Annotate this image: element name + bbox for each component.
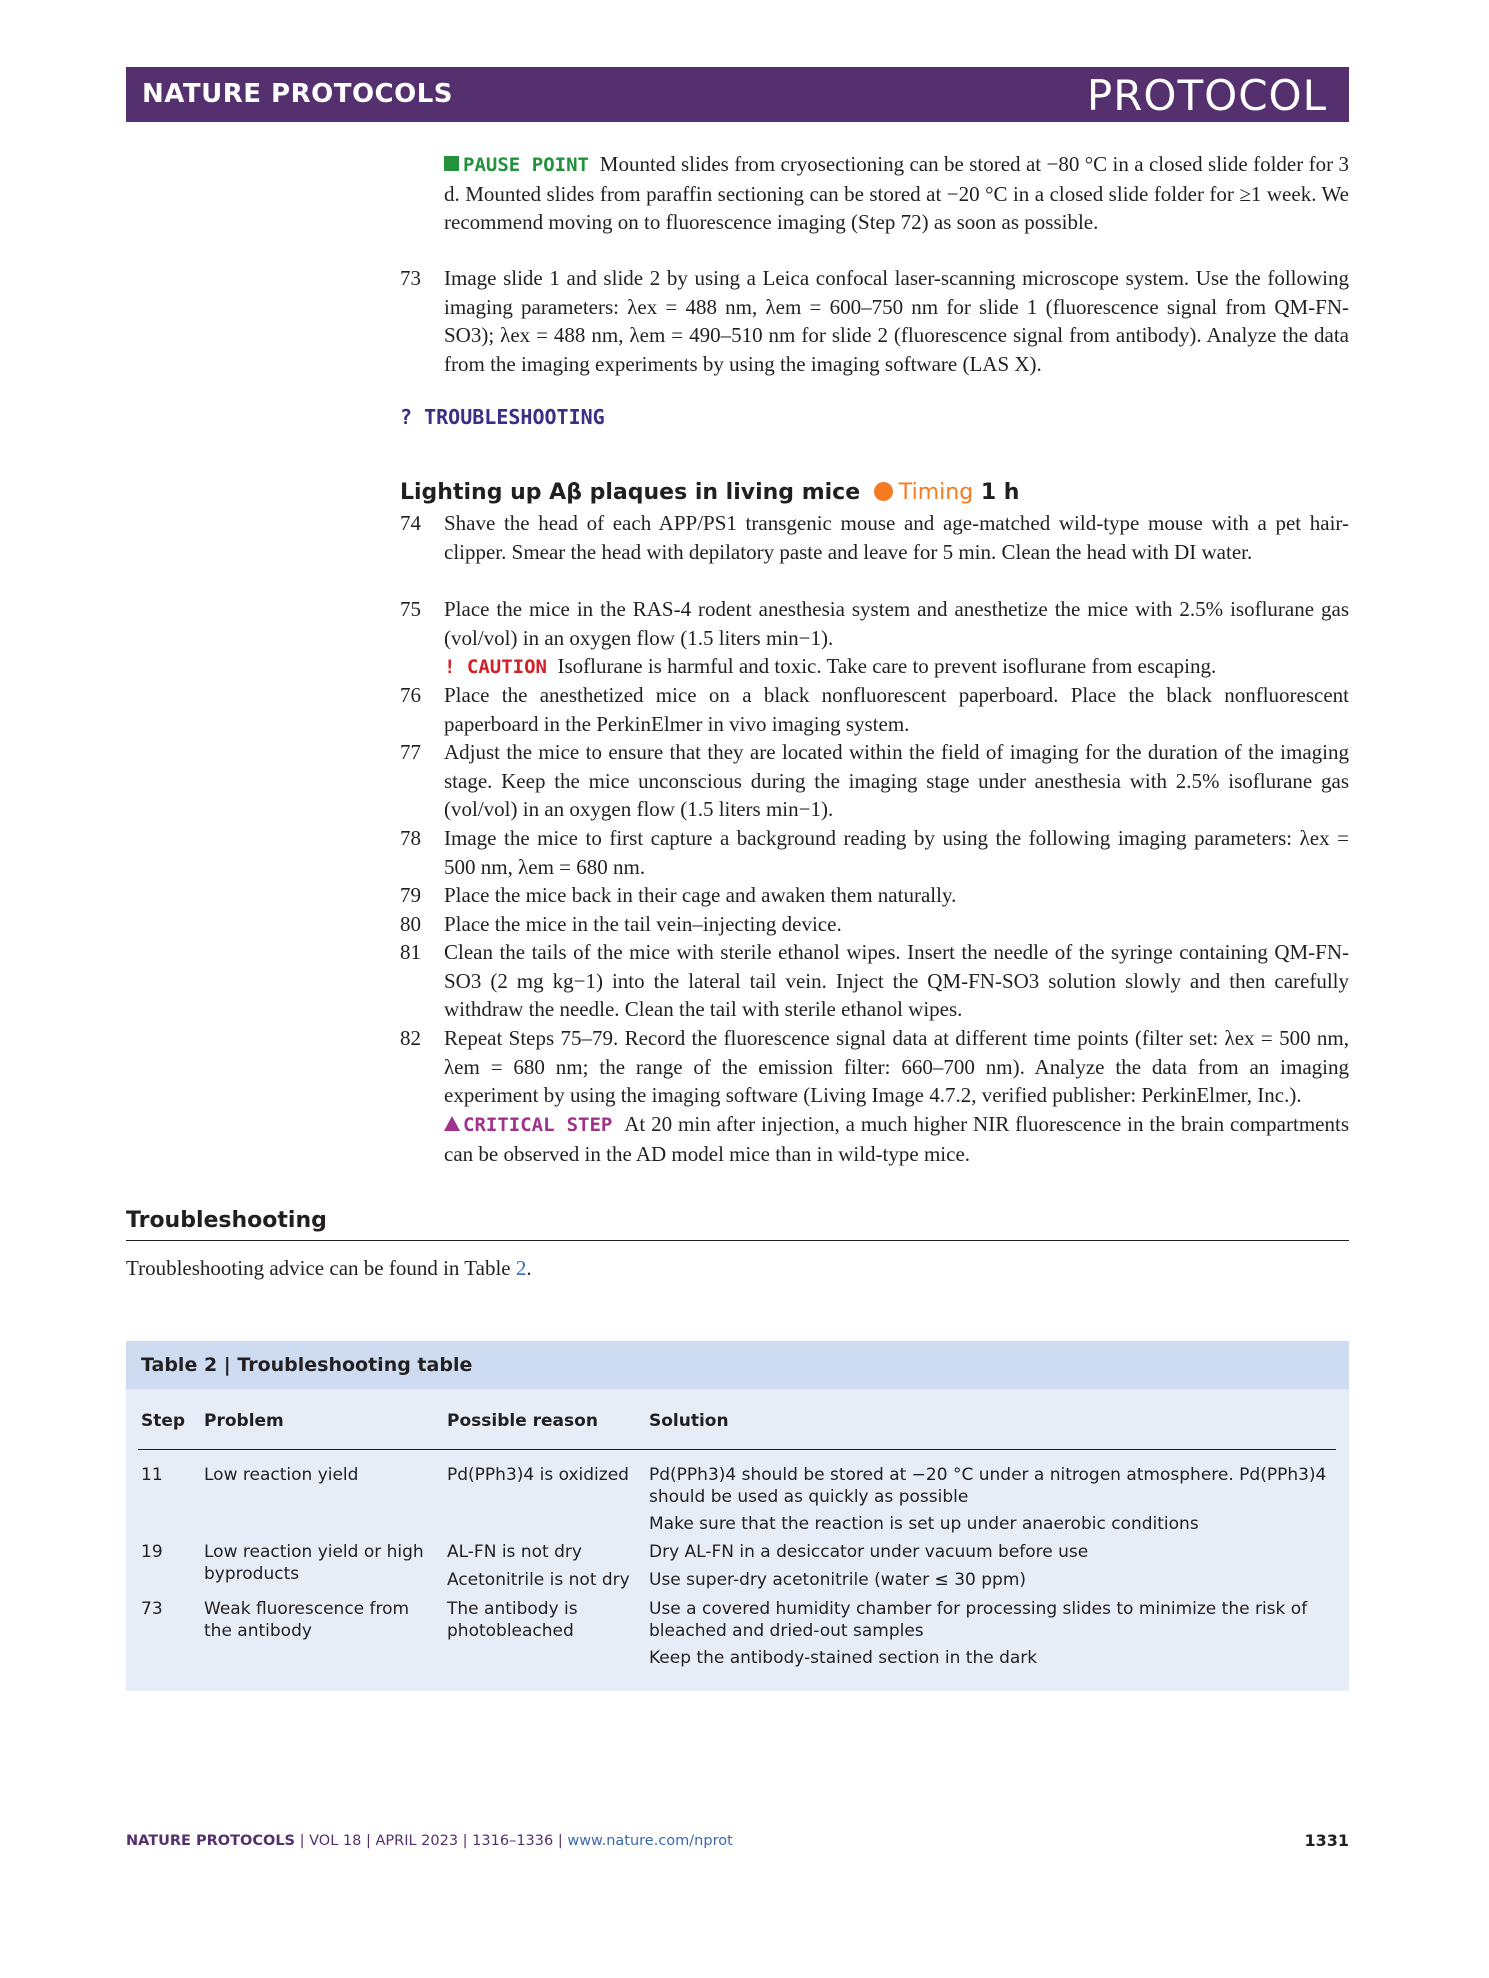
step-text: Image slide 1 and slide 2 by using a Leica confocal laser-scanning microscope system. Use the following imaging parameters: λex = 488 nm, λem = 600–750 nm for slide 1 (fluorescence signal from QM-FN-SO3); λex = 488 nm, λem = 490–510 nm for slide 2 (fluorescence signal from antibody). Analyze the data from the imaging experiments by using the imaging software (LAS X).: [444, 266, 1349, 376]
troubleshooting-heading: Troubleshooting: [126, 1208, 327, 1233]
step-number: 82: [400, 1026, 421, 1050]
footer-journal: NATURE PROTOCOLS: [126, 1833, 296, 1849]
col-header-reason: Possible reason: [447, 1411, 598, 1431]
step-number: 79: [400, 883, 421, 907]
step-number: 73: [400, 266, 421, 290]
cell-step: 73: [141, 1599, 163, 1619]
cell-problem: Weak fluorescence from the antibody: [204, 1599, 410, 1641]
critical-step-text: At 20 min after injection, a much higher NIR fluorescence in the brain compartments can be observed in the AD model mice than in wild-type mice.: [444, 1112, 1349, 1166]
caution-label: ! CAUTION: [444, 656, 547, 678]
footer-date: APRIL 2023: [375, 1833, 459, 1849]
step-number: 74: [400, 511, 421, 535]
cell-solution: Make sure that the reaction is set up under anaerobic conditions: [649, 1514, 1199, 1534]
cell-solution: Use a covered humidity chamber for processing slides to minimize the risk of bleached and dried-out samples: [649, 1599, 1308, 1641]
step-text: Adjust the mice to ensure that they are located within the field of imaging for the duration of the imaging stage. Keep the mice unconscious during the imaging stage under anesthesia with 2.5% isoflurane gas (vol/vol) in an oxygen flow (1.5 liters min−1).: [444, 740, 1349, 821]
step-text: Place the mice in the tail vein–injecting device.: [444, 912, 842, 936]
step-text: Clean the tails of the mice with sterile ethanol wipes. Insert the needle of the syringe containing QM-FN-SO3 (2 mg kg−1) into the lateral tail vein. Inject the QM-FN-SO3 solution slowly and then carefully withdraw the needle. Clean the tail with sterile ethanol wipes.: [444, 940, 1349, 1021]
cell-step: 11: [141, 1465, 163, 1485]
journal-name: NATURE PROTOCOLS: [142, 79, 454, 109]
cell-problem: Low reaction yield: [204, 1465, 359, 1485]
troubleshooting-marker: ? TROUBLESHOOTING: [400, 405, 605, 429]
page-header: [126, 67, 1349, 122]
step-text: Place the mice back in their cage and awaken them naturally.: [444, 883, 957, 907]
cell-reason: Pd(PPh3)4 is oxidized: [447, 1465, 629, 1485]
step-number: 76: [400, 683, 421, 707]
col-header-problem: Problem: [204, 1411, 284, 1431]
timing-dot-icon: [874, 482, 893, 501]
troubleshooting-sentence: Troubleshooting advice can be found in Table: [126, 1256, 511, 1280]
cell-solution: Use super-dry acetonitrile (water ≤ 30 ppm): [649, 1570, 1027, 1590]
pause-square-icon: [444, 156, 459, 171]
footer-volume: VOL 18: [309, 1833, 362, 1849]
troubleshooting-text: [126, 1254, 532, 1283]
table-header-rule: [138, 1449, 1336, 1450]
cell-reason: The antibody is photobleached: [447, 1599, 578, 1641]
article-type: PROTOCOL: [1086, 71, 1327, 120]
table-link[interactable]: 2: [515, 1256, 527, 1280]
footer-url[interactable]: www.nature.com/nprot: [567, 1833, 733, 1849]
caution-note: [444, 652, 1349, 682]
step-number: 80: [400, 912, 421, 936]
critical-step-label: CRITICAL STEP: [463, 1114, 613, 1136]
step-number: 75: [400, 597, 421, 621]
cell-solution: Pd(PPh3)4 should be stored at −20 °C under a nitrogen atmosphere. Pd(PPh3)4 should be used as quickly as possible: [649, 1465, 1327, 1507]
section-title: Lighting up Aβ plaques in living mice: [400, 480, 861, 505]
step-text: Place the anesthetized mice on a black nonfluorescent paperboard. Place the black nonfluorescent paperboard in the PerkinElmer in vivo imaging system.: [444, 683, 1349, 736]
pause-point-note: [444, 150, 1349, 237]
heading-rule: [126, 1240, 1349, 1241]
cell-problem: Low reaction yield or high byproducts: [204, 1542, 424, 1584]
pause-point-label: PAUSE POINT: [463, 154, 589, 176]
section-heading: [400, 480, 1019, 505]
page-footer: NATURE PROTOCOLS | VOL 18 | APRIL 2023 | 1316–1336 | www.nature.com/nprot: [126, 1833, 733, 1849]
table-title: Table 2 | Troubleshooting table: [141, 1354, 473, 1376]
triangle-icon: [444, 1116, 460, 1131]
troubleshooting-table: [126, 1341, 1349, 1691]
step-text: Image the mice to first capture a background reading by using the following imaging parameters: λex = 500 nm, λem = 680 nm.: [444, 826, 1349, 879]
cell-step: 19: [141, 1542, 163, 1562]
step-number: 77: [400, 740, 421, 764]
timing-label: Timing: [898, 480, 974, 505]
cell-reason: AL-FN is not dry: [447, 1542, 582, 1562]
page-number: 1331: [1304, 1831, 1349, 1850]
timing-value: 1 h: [980, 480, 1020, 505]
table-title-bar: [126, 1341, 1349, 1389]
footer-pages: 1316–1336: [472, 1833, 554, 1849]
step-number: 81: [400, 940, 421, 964]
sentence-end: .: [526, 1256, 532, 1280]
col-header-solution: Solution: [649, 1411, 729, 1431]
col-header-step: Step: [141, 1411, 186, 1431]
cell-solution: Dry AL-FN in a desiccator under vacuum before use: [649, 1542, 1089, 1562]
cell-reason: Acetonitrile is not dry: [447, 1570, 630, 1590]
critical-step-note: [444, 1110, 1349, 1168]
step-text: Shave the head of each APP/PS1 transgenic mouse and age-matched wild-type mouse with a pet hair-clipper. Smear the head with depilatory paste and leave for 5 min. Clean the head with DI water.: [444, 511, 1349, 564]
step-text: Repeat Steps 75–79. Record the fluorescence signal data at different time points (filter set: λex = 500 nm, λem = 680 nm; the range of the emission filter: 660–700 nm). Analyze the data from an imaging experiment by using the imaging software (Living Image 4.7.2, verified publisher: PerkinElmer, Inc.).: [444, 1026, 1349, 1107]
cell-solution: Keep the antibody-stained section in the dark: [649, 1648, 1038, 1668]
pause-point-text: Mounted slides from cryosectioning can be stored at −80 °C in a closed slide folder for 3 d. Mounted slides from paraffin sectioning can be stored at −20 °C in a closed slide folder for ≥1 week. We recommend moving on to fluorescence imaging (Step 72) as soon as possible.: [444, 152, 1349, 234]
step-number: 78: [400, 826, 421, 850]
caution-text: Isoflurane is harmful and toxic. Take care to prevent isoflurane from escaping.: [557, 654, 1217, 678]
step-text: Place the mice in the RAS-4 rodent anesthesia system and anesthetize the mice with 2.5% isoflurane gas (vol/vol) in an oxygen flow (1.5 liters min−1).: [444, 597, 1349, 650]
